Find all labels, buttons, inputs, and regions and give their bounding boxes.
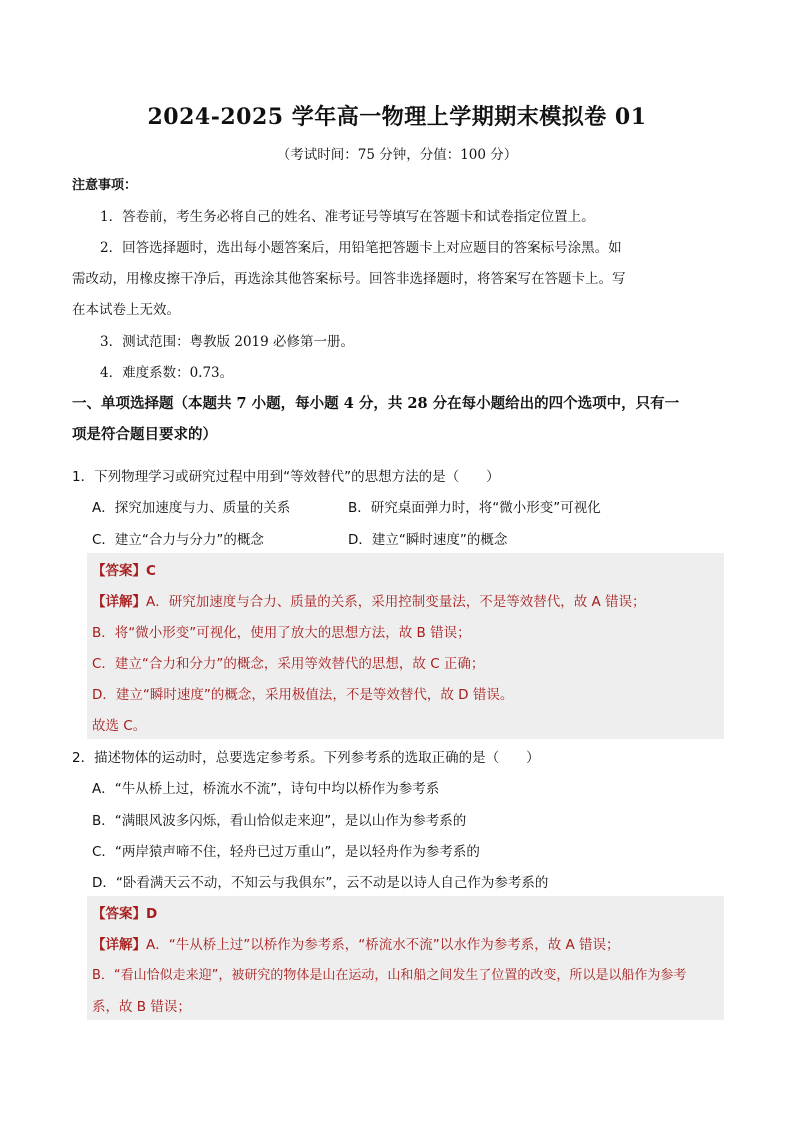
question-1-option-d: D．建立“瞬时速度”的概念	[348, 532, 508, 548]
notice-heading: 注意事项：	[72, 178, 138, 193]
notice-item: 3．测试范围：粤教版 2019 必修第一册。	[100, 334, 355, 350]
exam-info: （考试时间：75 分钟，分值：100 分）	[276, 147, 518, 163]
notice-item: 4．难度系数：0.73。	[100, 365, 234, 381]
question-1-detail-2: B．将“微小形变”可视化，使用了放大的思想方法，故 B 错误；	[92, 625, 471, 641]
notice-item: 2．回答选择题时，选出每小题答案后，用铅笔把答题卡上对应题目的答案标号涂黑。如	[100, 240, 622, 256]
question-2-detail-2: B．“看山恰似走来迎”，被研究的物体是山在运动，山和船之间发生了位置的改变，所以是以船作为参考	[92, 968, 687, 983]
question-1-option-b: B．研究桌面弹力时，将“微小形变”可视化	[348, 500, 601, 516]
question-2-detail-1: 【详解】A．“牛从桥上过”以桥作为参考系，“桥流水不流”以水作为参考系，故 A 错误；	[92, 937, 620, 953]
question-1-option-a: A．探究加速度与力、质量的关系	[92, 500, 291, 516]
question-1-answer: 【答案】C	[92, 563, 156, 579]
question-2-option-d: D．“卧看满天云不动，不知云与我俱东”，云不动是以诗人自己作为参考系的	[92, 875, 549, 891]
section-heading: 一、单项选择题（本题共 7 小题，每小题 4 分，共 28 分在每小题给出的四个选项中，只有一	[72, 395, 680, 412]
question-2-option-c: C．“两岸猿声啼不住，轻舟已过万重山”，是以轻舟作为参考系的	[92, 844, 480, 860]
question-1-detail-3: C．建立“合力和分力”的概念，采用等效替代的思想，故 C 正确；	[92, 656, 485, 672]
question-2-answer: 【答案】D	[92, 906, 158, 922]
question-1-option-c: C．建立“合力与分力”的概念	[92, 532, 264, 548]
question-2-option-b: B．“满眼风波多闪烁，看山恰似走来迎”，是以山作为参考系的	[92, 813, 467, 829]
question-2-option-a: A．“牛从桥上过，桥流水不流”，诗句中均以桥作为参考系	[92, 781, 440, 797]
question-2-detail-2-cont: 系，故 B 错误；	[92, 999, 191, 1015]
section-heading-cont: 项是符合题目要求的）	[72, 426, 217, 443]
notice-item: 需改动，用橡皮擦干净后，再选涂其他答案标号。回答非选择题时，将答案写在答题卡上。写	[72, 271, 626, 287]
question-1-stem: 1．下列物理学习或研究过程中用到“等效替代”的思想方法的是（ ）	[72, 469, 500, 485]
question-1-answer-box	[87, 553, 724, 739]
question-1-conclusion: 故选 C。	[92, 718, 147, 734]
question-2-stem: 2．描述物体的运动时，总要选定参考系。下列参考系的选取正确的是（ ）	[72, 750, 540, 766]
question-1-detail-4: D．建立“瞬时速度”的概念，采用极值法，不是等效替代，故 D 错误。	[92, 687, 514, 703]
notice-item: 1．答卷前，考生务必将自己的姓名、准考证号等填写在答题卡和试卷指定位置上。	[100, 209, 595, 225]
question-1-detail-1: 【详解】A．研究加速度与合力、质量的关系，采用控制变量法，不是等效替代，故 A 错误；	[92, 594, 646, 610]
page-title: 2024-2025 学年高一物理上学期期末模拟卷 01	[147, 104, 647, 130]
notice-item: 在本试卷上无效。	[72, 302, 180, 318]
